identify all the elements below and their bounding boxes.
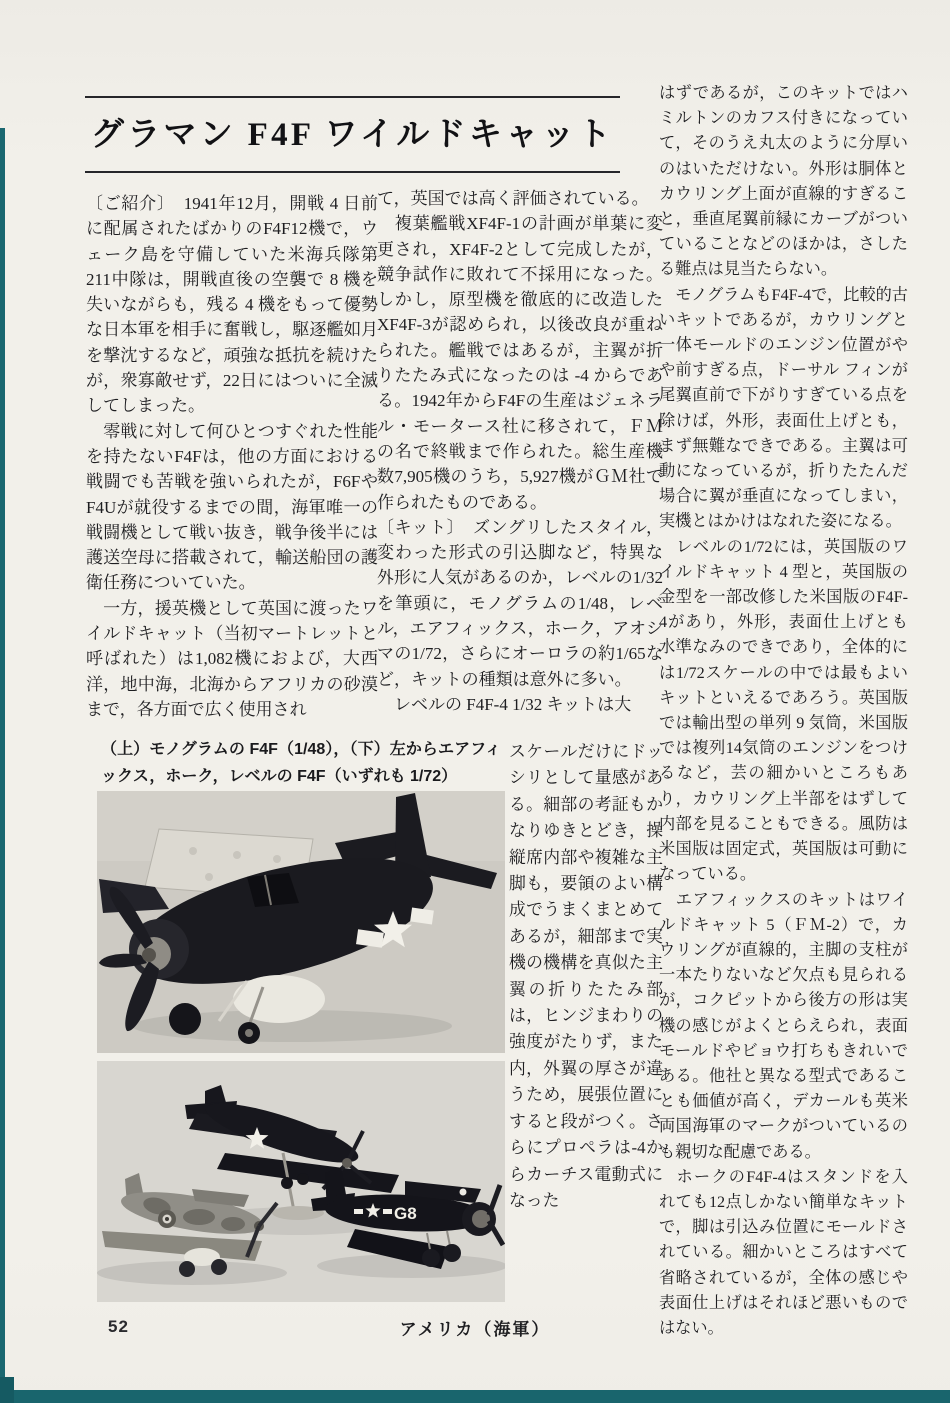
zero-comparison-paragraph: 零戦に対して何ひとつすぐれた性能を持たないF4Fは，他の方面における戦闘でも苦戦を強いられたが，F6FやF4Uが就役するまでの間，海軍唯一の戦闘機として戦い抜き，戦争後半には護送空母に搭載されて，輸送船団の護衛任務についていた。 [86, 421, 378, 593]
monogram-f4f-illustration [97, 791, 505, 1053]
column-middle-narrow [509, 739, 663, 1214]
british-roundel [158, 1210, 176, 1228]
photo-caption: （上）モノグラムの F4F（1/48），（下）左からエアフィックス，ホーク，レベルの F4F（いずれも 1/72） [101, 741, 501, 785]
photo-monogram-f4f [97, 791, 505, 1053]
hawk-kit-paragraph: ホークのF4F-4はスタンドを入れても12点しかない簡単なキットで，脚は引込み位置にモールドされている。細かいところはすべて省略されているが，全体の感じや表面仕上げはそれほど悪いものではない。 [659, 1167, 908, 1337]
continuation-paragraph: て，英国では高く評価されている。 [377, 189, 649, 208]
title-rule-bottom [85, 171, 620, 173]
photo-three-kits [97, 1061, 505, 1302]
footer-section-title: アメリカ（海軍） [399, 1320, 551, 1339]
column-right [659, 81, 908, 1341]
page-number: 52 [108, 1317, 129, 1336]
title-rule-top [85, 96, 620, 98]
revell-72-paragraph: レベルの1/72には，英国版のワイルドキャット 4 型と，英国版の金型を一部改修した米国版のF4F-4があり，外形，表面仕上げとも水準なみのできであり，全体的には1/72スケールの中では最もよいキットといえるであろう。英国版では輸出型の単列 9 気筒，米国版では複列14気筒のエンジンをつけるなど，芸の細かいところもあり，カウリング上半部をはずして内部を見ることもできる。風防は米国版は固定式，英国版は可動になっている。 [659, 537, 908, 884]
airfix-kit-paragraph: エアフィックスのキットはワイルドキャット 5（ＦＭ-2）で，カウリングが直線的，主脚の支柱が一本たりないなど欠点も見られるが，コクピットから後方の形は実機の感じがよくとらえられ，表面モールドやビョウ打ちもきれいである。他社と異なる型式であることも価値が高く，デカールも英米両国海軍のマークがついているのも親切な配慮である。 [659, 890, 908, 1161]
scan-edge-left [0, 128, 5, 1403]
scan-edge-corner [0, 1377, 14, 1403]
revell-kit-paragraph: スケールだけにドッシリとして量感がある。細部の考証もかなりゆきとどき，操縦席内部や複雑な主脚も，要領のよい構成でうまくまとめてあるが，細部まで実機の機構を真似た主翼の折りたたみ部は，ヒンジまわりの強度がたりず，また内，外翼の厚さが違うため，展張位置にすると段がつく。さらにプロペラは-4からカーチス電動式になった [509, 742, 663, 1210]
monogram-kit-paragraph: モノグラムもF4F-4で，比較的古いキットであるが，カウリングと一体モールドのエンジン位置がやや前すぎる点，ドーサル フィンが尾翼直前で下がりすぎている点を除けば，外形，表面仕上げとも，まず無難なできである。主翼は可動になっているが，折りたたんだ場合に翼が垂直になってしまい，実機とはかけはなれた姿になる。 [659, 285, 908, 531]
g8-marking-text: G8 [394, 1204, 417, 1223]
three-kits-illustration [97, 1061, 505, 1302]
propeller-critique-paragraph: はずであるが，このキットではハミルトンのカフス付きになっていて，そのうえ丸太のように分厚いのはいただけない。外形は胴体とカウリング上面が直線的すぎること，垂直尾翼前縁にカーブがついていることなどのほかは，さしたる難点は見当たらない。 [659, 84, 908, 279]
article-title: グラマン F4F ワイルドキャット [90, 117, 615, 153]
column-left [86, 191, 378, 722]
article-header [85, 96, 620, 173]
development-paragraph: 複葉艦戦XF4F-1の計画が単葉に変更され，XF4F-2として完成したが，競争試作に敗れて不採用になった。しかし，原型機を徹底的に改造したXF4F-3が認められ，以後改良が重ねられた。艦戦ではあるが，主翼が折りたたみ式になったのは -4 からである。1942年からF4Fの生産はジェネラル・モータース社に移されて，ＦＭの名で終戦まで作られた。総生産機数7,905機のうち，5,927機がＧＭ社で作られたものである。 [377, 214, 663, 512]
intro-paragraph: 〔ご紹介〕 1941年12月，開戦 4 日前に配属されたばかりのF4F12機で，ウェーク島を守備していた米海兵隊第211中隊は，開戦直後の空襲で 8 機を失いながらも，残る 4 機をもって優勢な日本軍を相手に奮戦し，駆逐艦如月を撃沈するなど，頑強な抵抗を続けたが，衆寡敵せず，22日にはついに全滅してしまった。 [86, 194, 378, 416]
column-middle [377, 186, 663, 717]
british-service-paragraph: 一方，援英機として英国に渡ったワイルドキャット（当初マートレットと呼ばれた）は1,082機におよび，大西洋，地中海，北海からアフリカの砂漠まで，各方面で広く使用され [86, 598, 378, 719]
revell-kit-lead-line: レベルの F4F-4 1/32 キットは大 [377, 694, 632, 714]
kit-intro-paragraph: 〔キット〕 ズングリしたスタイル，変わった形式の引込脚など，特異な外形に人気があるのか，レベルの1/32を筆頭に，モノグラムの1/48，レベル，エアフィックス，ホーク，アオシマの1/72，さらにオーロラの約1/65など，キットの種類は意外に多い。 [377, 517, 663, 689]
scan-edge-bottom [0, 1390, 950, 1403]
